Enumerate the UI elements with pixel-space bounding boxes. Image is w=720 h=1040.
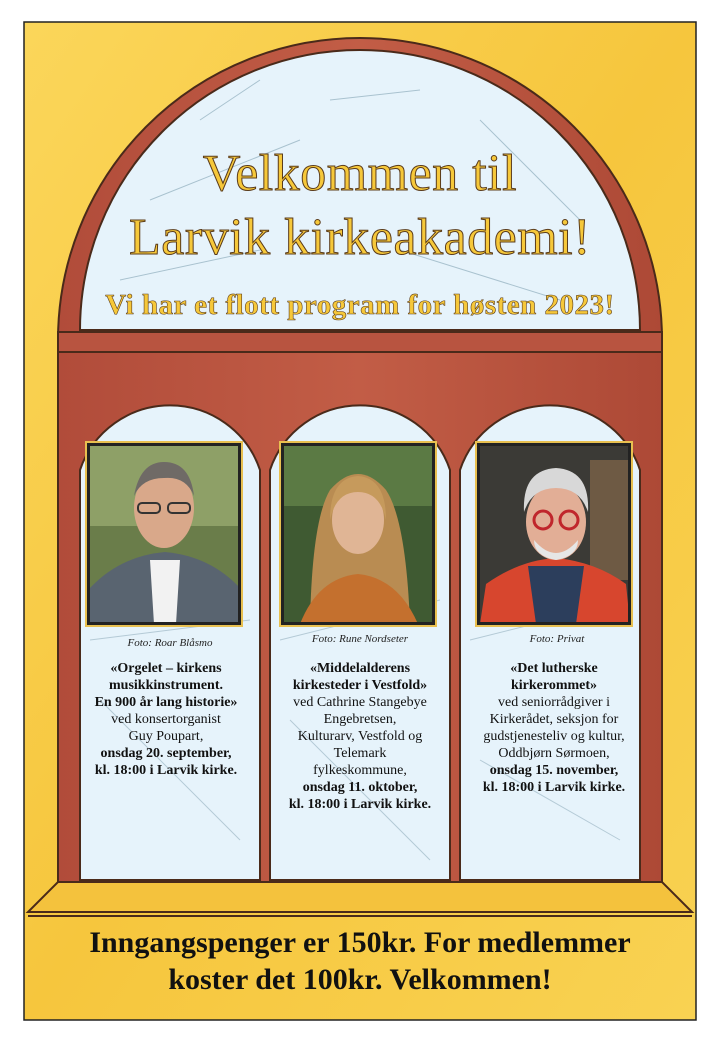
subtitle: Vi har et flott program for høsten 2023! xyxy=(105,289,615,321)
event-1-date: onsdag 20. september, xyxy=(100,746,232,761)
event-2-info xyxy=(272,660,448,813)
event-2-time-place: kl. 18:00 i Larvik kirke. xyxy=(288,797,432,812)
photo-credit-1: Foto: Roar Blåsmo xyxy=(127,637,213,649)
portrait-1-frame xyxy=(87,443,241,625)
event-2-detail-2: Engebretsen, xyxy=(323,712,397,727)
event-2-date: onsdag 11. oktober, xyxy=(302,780,418,795)
event-3-info xyxy=(466,660,642,796)
admission-line-2: koster det 100kr. Velkommen! xyxy=(168,963,552,996)
photo-credit-3: Foto: Privat xyxy=(529,633,585,645)
event-1-heading-3: En 900 år lang historie» xyxy=(94,695,238,710)
title-line-2: Larvik kirkeakademi! xyxy=(129,209,591,266)
event-3-date: onsdag 15. november, xyxy=(489,763,619,778)
event-1-heading-1: «Orgelet – kirkens xyxy=(110,661,222,676)
event-2-detail-1: ved Cathrine Stangebye xyxy=(293,695,427,710)
admission-line-1: Inngangspenger er 150kr. For medlemmer xyxy=(89,926,631,959)
event-3-detail-4: Oddbjørn Sørmoen, xyxy=(498,746,610,761)
portrait-3-frame xyxy=(477,443,631,625)
event-3-heading-2: kirkerommet» xyxy=(510,678,598,693)
event-1-detail-2: Guy Poupart, xyxy=(128,729,204,744)
event-3-time-place: kl. 18:00 i Larvik kirke. xyxy=(482,780,626,795)
event-2-detail-5: fylkeskommune, xyxy=(313,763,407,778)
event-2-heading-1: «Middelalderens xyxy=(309,661,411,676)
window-sill xyxy=(28,882,692,912)
transom xyxy=(58,332,662,352)
event-2-detail-4: Telemark xyxy=(333,746,387,761)
event-1-info xyxy=(78,660,254,779)
portrait-2-frame xyxy=(281,443,435,625)
admission-note xyxy=(0,924,720,998)
event-1-time-place: kl. 18:00 i Larvik kirke. xyxy=(94,763,238,778)
event-2-heading-2: kirkesteder i Vestfold» xyxy=(292,678,428,693)
event-2-detail-3: Kulturarv, Vestfold og xyxy=(297,729,423,744)
event-3-detail-3: gudstjenesteliv og kultur, xyxy=(483,729,625,744)
event-1-heading-2: musikkinstrument. xyxy=(109,678,223,693)
event-3-heading-1: «Det lutherske xyxy=(510,661,598,676)
event-3-detail-2: Kirkerådet, seksjon for xyxy=(489,712,619,727)
photo-credit-2: Foto: Rune Nordseter xyxy=(311,633,409,645)
event-3-detail-1: ved seniorrådgiver i xyxy=(498,695,610,710)
title-line-1: Velkommen til xyxy=(202,145,518,202)
event-1-detail-1: ved konsertorganist xyxy=(111,712,221,727)
